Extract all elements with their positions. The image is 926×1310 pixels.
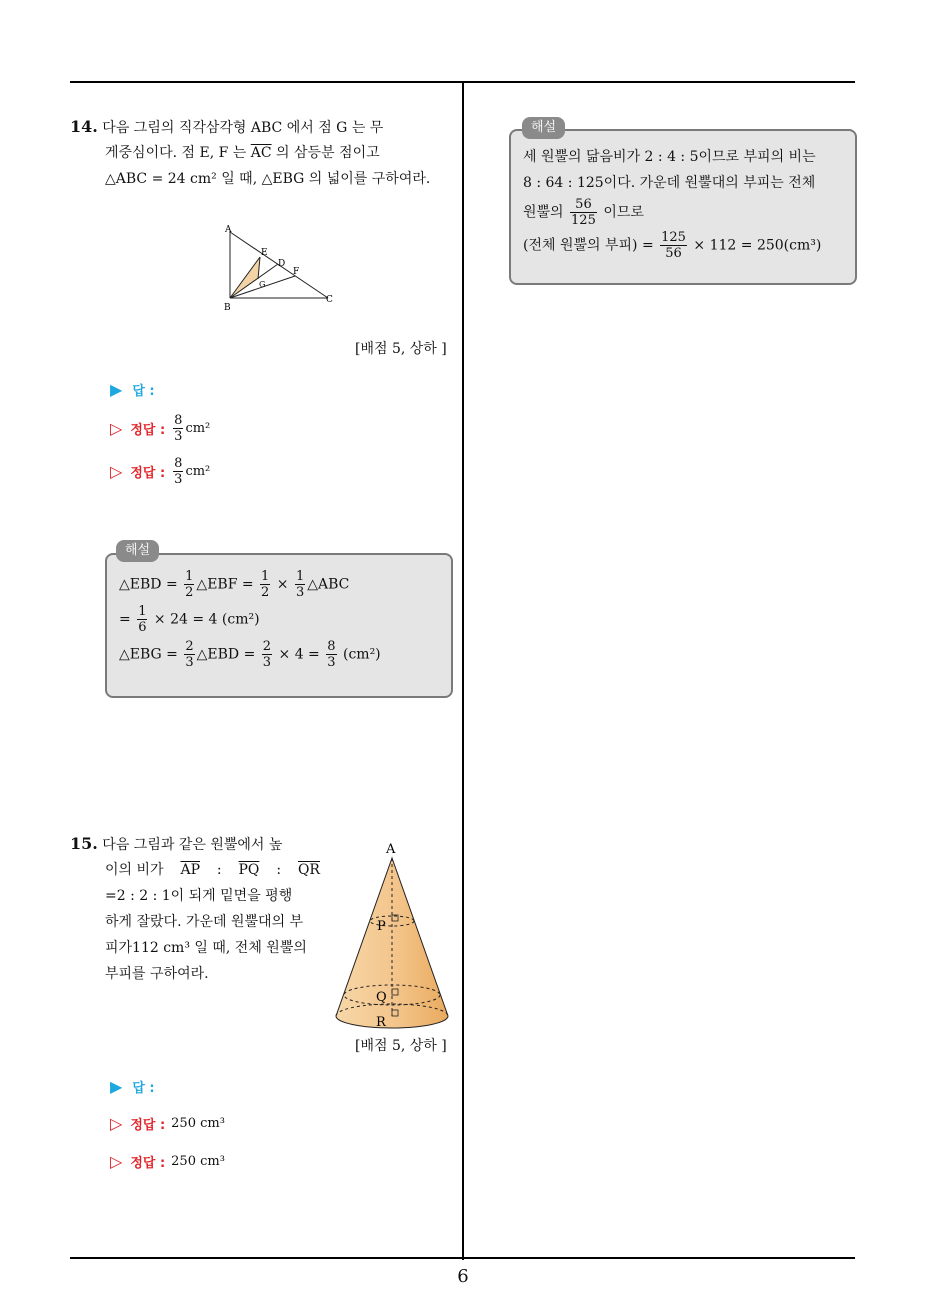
q14-line1: 14. 다음 그림의 직각삼각형 ABC 에서 점 G 는 무: [70, 117, 384, 136]
label-r: R: [376, 1015, 386, 1030]
answer-fraction: $\frac{8}{3}$: [174, 456, 183, 487]
answer-unit: cm²: [185, 421, 211, 436]
correct-label: 정답 :: [130, 1156, 166, 1171]
answer-value: 250 cm³: [171, 1154, 225, 1169]
answer-unit: cm²: [185, 464, 211, 479]
label-e: E: [261, 248, 268, 258]
rsol-line-1: 세 원뿔의 닮음비가 2 : 4 : 5이므로 부피의 비는: [523, 149, 816, 165]
sol-line-1: △EBD = $\frac{1}{2}$ △EBF = $\frac{1}{2}$ × $\frac{1}{3}$ △ABC: [119, 569, 350, 600]
segment-qr: $\overline{QR}$: [297, 862, 320, 878]
label-p: P: [377, 919, 386, 934]
correct-arrow-icon: ▷: [110, 1152, 123, 1171]
answer-arrow-icon: ▶: [110, 380, 123, 399]
column-divider: [462, 83, 464, 1260]
rsol-line-3: 원뿔의 $\frac{56}{125}$ 이므로: [523, 197, 644, 228]
q15-number: 15.: [70, 834, 98, 853]
rsol-line-2: 8 : 64 : 125이다. 가운데 원뿔대의 부피는 전체: [523, 175, 816, 191]
segment-ac: $\overline{AC}$: [250, 145, 272, 161]
correct-label: 정답 :: [130, 423, 166, 438]
label-a: A: [386, 842, 396, 857]
correct-arrow-icon: ▷: [110, 419, 123, 438]
correct-label: 정답 :: [130, 466, 166, 481]
label-a: A: [225, 225, 232, 235]
label-d: D: [278, 259, 286, 269]
q14-score: [배점 5, 상하 ]: [355, 341, 447, 357]
q14-number: 14.: [70, 117, 98, 136]
q14-line3: △ABC = 24 cm² 일 때, △EBG 의 넓이를 구하여라.: [105, 171, 431, 187]
correct-arrow-icon: ▷: [110, 1114, 123, 1133]
sol-line-2: = $\frac{1}{6}$ × 24 = 4 (cm²): [119, 604, 260, 635]
answer-arrow-icon: ▶: [110, 1077, 123, 1096]
label-c: C: [326, 295, 333, 305]
bottom-rule: [70, 1257, 855, 1259]
q15-solution-tag: 해설: [522, 117, 565, 139]
answer-label: 답 :: [132, 384, 155, 399]
label-b: B: [224, 303, 231, 313]
q15-line2: 이의 비가 $\overline{AP}$ : $\overline{PQ}$ : $\overline{QR}$: [105, 858, 320, 882]
q15-solution-box: [509, 129, 857, 285]
q15-line3: =2 : 2 : 1이 되게 밑면을 평행: [105, 888, 293, 904]
q14-solution-box: [105, 553, 453, 698]
q15-correct-row-2: [110, 1152, 225, 1171]
segment-ap: $\overline{AP}$: [180, 862, 200, 878]
answer-fraction: $\frac{8}{3}$: [174, 413, 183, 444]
answer-label: 답 :: [132, 1081, 155, 1096]
q15-line6: 부피를 구하여라.: [105, 966, 209, 982]
rsol-line-4: (전체 원뿔의 부피) = $\frac{125}{56}$ × 112 = 250(cm³): [523, 230, 822, 261]
q15-line5: 피가112 cm³ 일 때, 전체 원뿔의: [105, 940, 307, 956]
q14-line2: 게중심이다. 점 E, F 는 $\overline{AC}$ 의 삼등분 점이고: [105, 145, 380, 161]
q14-correct-row-1: [110, 413, 210, 444]
q14-solution-tag: 해설: [116, 540, 159, 562]
page-number: 6: [457, 1266, 469, 1287]
label-q: Q: [376, 990, 387, 1005]
correct-label: 정답 :: [130, 1118, 166, 1133]
q15-correct-row-1: [110, 1114, 225, 1133]
sol-line-3: △EBG = $\frac{2}{3}$ △EBD = $\frac{2}{3}$ × 4 = $\frac{8}{3}$ (cm²): [119, 639, 381, 670]
cone-figure: [330, 836, 458, 1042]
segment-pq: $\overline{PQ}$: [238, 862, 260, 878]
q15-line4: 하게 잘랐다. 가운데 원뿔대의 부: [105, 914, 304, 930]
q15-score: [배점 5, 상하 ]: [355, 1038, 447, 1054]
q15-answer-row: [110, 1077, 155, 1096]
right-triangle-figure: [220, 222, 340, 314]
q15-line1: 15. 다음 그림과 같은 원뿔에서 높: [70, 834, 283, 853]
label-f: F: [293, 267, 300, 277]
answer-value: 250 cm³: [171, 1116, 225, 1131]
q14-answer-row: [110, 380, 155, 399]
q14-correct-row-2: [110, 456, 210, 487]
correct-arrow-icon: ▷: [110, 462, 123, 481]
label-g: G: [259, 280, 266, 289]
